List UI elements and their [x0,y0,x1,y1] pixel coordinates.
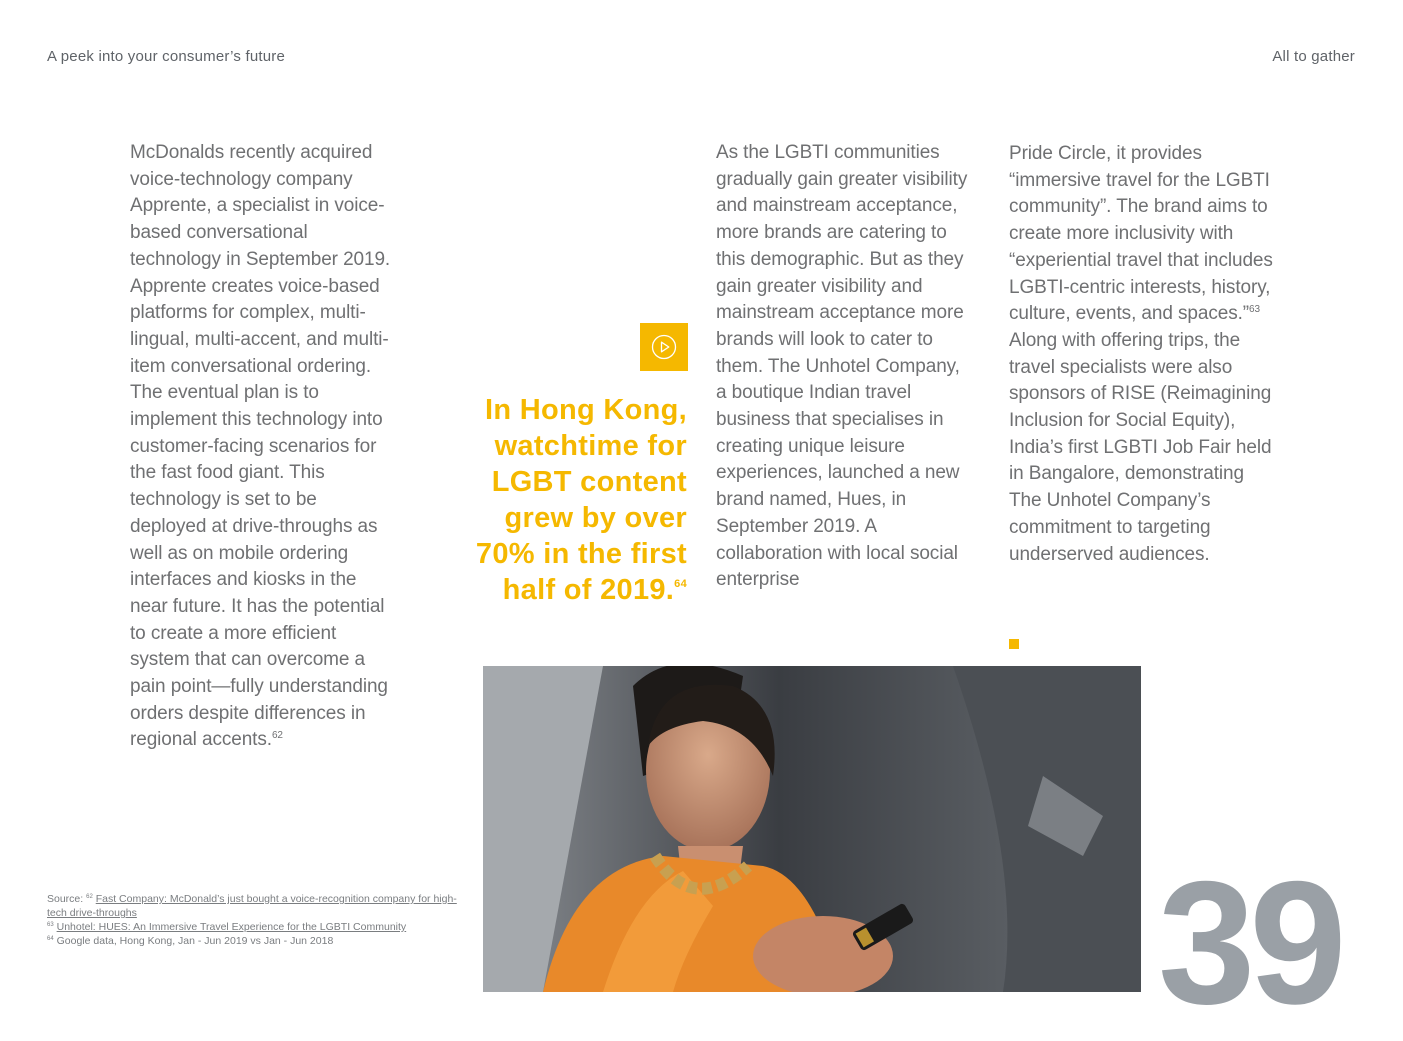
footnote-ref-63: 63 [1249,304,1260,316]
header-left-title: A peek into your consumer’s future [47,48,286,65]
body-column-3 [716,140,972,594]
woman-with-phone-photo [483,666,1141,992]
end-mark-square [1009,639,1019,649]
column1-text: McDonalds recently acquired voice-technology company Apprente, a specialist in voice-based conversational technology in September 2019. Apprente creates voice-based platforms for complex, multi-lingual, multi-accent, and multi-item conversational ordering. The eventual plan is to implement this technology into customer-facing scenarios for the fast food giant. This technology is set to be deployed at drive-throughs as well as on mobile ordering interfaces and kiosks in the near future. It has the potential to create a more efficient system that can overcome a pain point—fully understanding orders despite differences in regional accents. [130,142,391,751]
play-icon [651,334,677,360]
sources-label: Source: [47,893,87,905]
header-right-title: All to gather [1272,48,1355,65]
source-num-62: 62 [86,894,93,900]
source-link-63[interactable]: Unhotel: HUES: An Immersive Travel Experience for the LGBTI Community [56,921,407,933]
sources-footnotes [47,892,457,948]
source-text-64: Google data, Hong Kong, Jan - Jun 2019 vs Jan - Jun 2018 [56,935,334,947]
pull-quote-text: In Hong Kong, watchtime for LGBT content grew by over 70% in the first half of 2019. [475,394,687,606]
column4-text-before: Pride Circle, it provides “immersive travel for the LGBTI community”. The brand aims to create more inclusivity with “experiential travel that includes LGBTI-centric interests, history, culture, events, and spaces.” [1009,143,1273,325]
page-number: 39 [1158,846,1341,1041]
footnote-ref-62: 62 [271,730,283,742]
pull-quote [470,392,687,608]
source-num-64: 64 [47,936,54,942]
source-link-62[interactable]: Fast Company: McDonald’s just bought a voice-recognition company for high-tech drive-throughs [47,893,457,919]
footnote-ref-64: 64 [674,578,687,590]
body-column-1 [130,140,395,754]
column4-text-after: Along with offering trips, the travel specialists were also sponsors of RISE (Reimagining Inclusion for Social Equity), India’s first LGBTI Job Fair held in Bangalore, demonstrating The Unhotel Company’s commitment to targeting underserved audiences. [1009,329,1272,565]
source-num-63: 63 [47,922,54,928]
column3-text: As the LGBTI communities gradually gain greater visibility and mainstream acceptance, more brands are catering to this demographic. But as they gain greater visibility and mainstream acceptance more brands will look to cater to them. The Unhotel Company, a boutique Indian travel business that specialises in creating unique leisure experiences, launched a new brand named, Hues, in September 2019. A collaboration with local social enterprise [716,142,968,591]
play-button[interactable] [640,323,688,371]
body-column-4 [1009,141,1279,568]
